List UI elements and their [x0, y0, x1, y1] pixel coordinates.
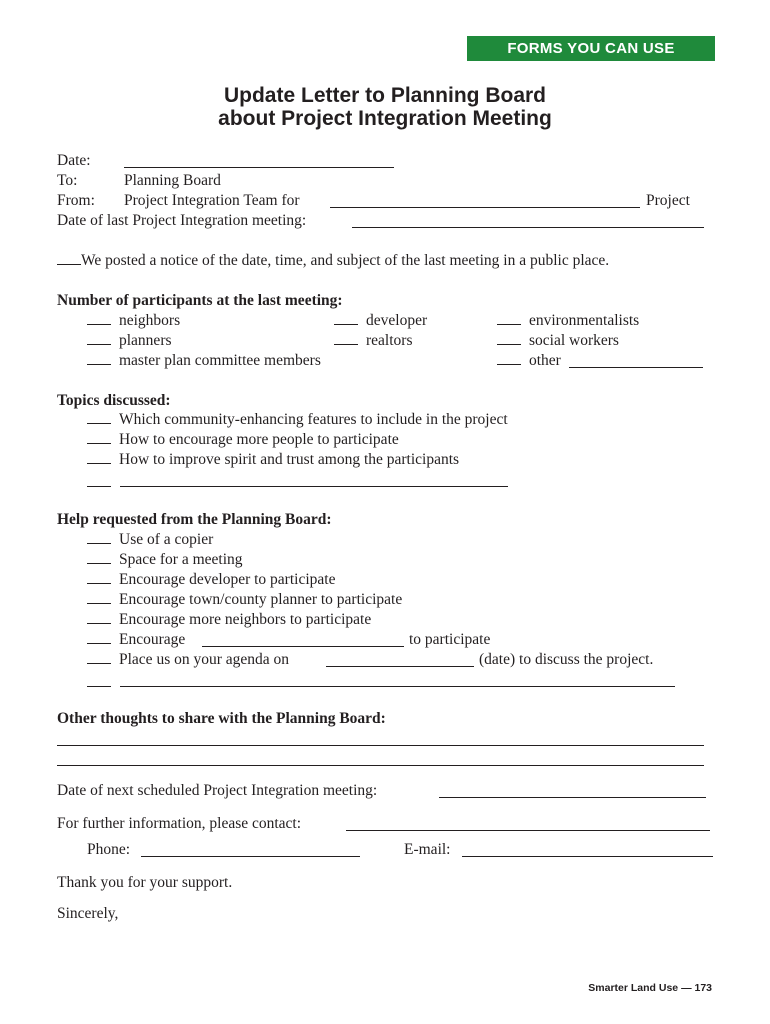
help-label: Space for a meeting — [119, 551, 243, 568]
help-checkbox[interactable] — [87, 543, 111, 544]
participant-label: environmentalists — [529, 312, 640, 329]
topic-checkbox[interactable] — [87, 423, 111, 424]
other-thoughts-line-1[interactable] — [57, 745, 704, 746]
help-other-field[interactable] — [120, 686, 675, 687]
participant-checkbox[interactable] — [87, 324, 111, 325]
participants-heading: Number of participants at the last meeting: — [57, 292, 343, 309]
participant-checkbox[interactable] — [497, 324, 521, 325]
help-item — [87, 571, 335, 589]
notice-item — [57, 252, 609, 270]
help-checkbox[interactable] — [87, 583, 111, 584]
participant-item — [87, 312, 180, 330]
participant-checkbox[interactable] — [87, 364, 111, 365]
participant-label: master plan committee members — [119, 352, 321, 369]
help-checkbox[interactable] — [87, 623, 111, 624]
participant-item — [497, 332, 619, 350]
page-subtitle: about Project Integration Meeting — [218, 107, 552, 130]
participant-item — [334, 312, 427, 330]
topic-checkbox[interactable] — [87, 443, 111, 444]
from-label: From: — [57, 192, 95, 209]
encourage-who-field[interactable] — [202, 646, 404, 647]
participant-item — [497, 312, 639, 330]
notice-checkbox[interactable] — [57, 264, 81, 265]
help-checkbox[interactable] — [87, 603, 111, 604]
help-label: Place us on your agenda on — [119, 651, 290, 668]
help-item — [87, 531, 213, 549]
participant-checkbox[interactable] — [497, 344, 521, 345]
help-label: Encourage town/county planner to participate — [119, 591, 403, 608]
help-label: Use of a copier — [119, 531, 214, 548]
from-suffix: Project — [646, 192, 690, 209]
help-item — [87, 551, 243, 569]
topic-checkbox-other[interactable] — [87, 486, 111, 487]
help-heading: Help requested from the Planning Board: — [57, 511, 332, 528]
participant-checkbox[interactable] — [87, 344, 111, 345]
project-name-field[interactable] — [330, 207, 640, 208]
participant-label: neighbors — [119, 312, 181, 329]
help-checkbox-other[interactable] — [87, 686, 111, 687]
help-label: Encourage — [119, 631, 186, 648]
participant-checkbox[interactable] — [334, 324, 358, 325]
topic-item — [87, 431, 399, 449]
participant-label: planners — [119, 332, 172, 349]
topic-item — [87, 451, 459, 469]
help-label: Encourage developer to participate — [119, 571, 336, 588]
phone-label: Phone: — [87, 841, 131, 858]
page-footer: Smarter Land Use — 173 — [588, 982, 712, 994]
help-checkbox[interactable] — [87, 663, 111, 664]
participant-item — [334, 332, 412, 350]
topic-item — [87, 411, 508, 429]
participant-checkbox[interactable] — [497, 364, 521, 365]
participant-label: realtors — [366, 332, 413, 349]
help-item-encourage — [87, 631, 185, 649]
next-meeting-label: Date of next scheduled Project Integration meeting: — [57, 782, 378, 799]
participant-label: developer — [366, 312, 428, 329]
participant-checkbox[interactable] — [334, 344, 358, 345]
help-item — [87, 611, 371, 629]
sincerely-text: Sincerely, — [57, 905, 119, 922]
topic-other-field[interactable] — [120, 486, 508, 487]
contact-label: For further information, please contact: — [57, 815, 302, 832]
last-meeting-label: Date of last Project Integration meeting: — [57, 212, 307, 229]
page-title: Update Letter to Planning Board — [223, 84, 546, 107]
help-checkbox[interactable] — [87, 563, 111, 564]
to-value: Planning Board — [124, 172, 221, 189]
help-checkbox[interactable] — [87, 643, 111, 644]
topic-label: Which community-enhancing features to include in the project — [119, 411, 508, 428]
contact-field[interactable] — [346, 830, 710, 831]
notice-text: We posted a notice of the date, time, and subject of the last meeting in a public place. — [81, 252, 610, 269]
email-label: E-mail: — [404, 841, 451, 858]
help-item-agenda — [87, 651, 289, 669]
thanks-text: Thank you for your support. — [57, 874, 233, 891]
date-label: Date: — [57, 152, 91, 169]
next-meeting-field[interactable] — [439, 797, 706, 798]
agenda-suffix: (date) to discuss the project. — [479, 651, 654, 668]
participant-item — [87, 352, 321, 370]
participant-item — [497, 352, 561, 370]
topic-checkbox[interactable] — [87, 463, 111, 464]
participant-label: social workers — [529, 332, 619, 349]
topic-label: How to encourage more people to participate — [119, 431, 399, 448]
date-field[interactable] — [124, 167, 394, 168]
to-label: To: — [57, 172, 78, 189]
other-thoughts-line-2[interactable] — [57, 765, 704, 766]
phone-field[interactable] — [141, 856, 360, 857]
encourage-suffix: to participate — [409, 631, 491, 648]
agenda-date-field[interactable] — [326, 666, 474, 667]
forms-banner: FORMS YOU CAN USE — [467, 36, 715, 61]
help-item — [87, 591, 402, 609]
from-value: Project Integration Team for — [124, 192, 300, 209]
other-participant-field[interactable] — [569, 367, 703, 368]
topics-heading: Topics discussed: — [57, 392, 171, 409]
email-field[interactable] — [462, 856, 713, 857]
other-thoughts-heading: Other thoughts to share with the Planning Board: — [57, 710, 386, 727]
participant-label: other — [529, 352, 561, 369]
participant-item — [87, 332, 172, 350]
help-label: Encourage more neighbors to participate — [119, 611, 372, 628]
topic-label: How to improve spirit and trust among the participants — [119, 451, 460, 468]
last-meeting-field[interactable] — [352, 227, 704, 228]
